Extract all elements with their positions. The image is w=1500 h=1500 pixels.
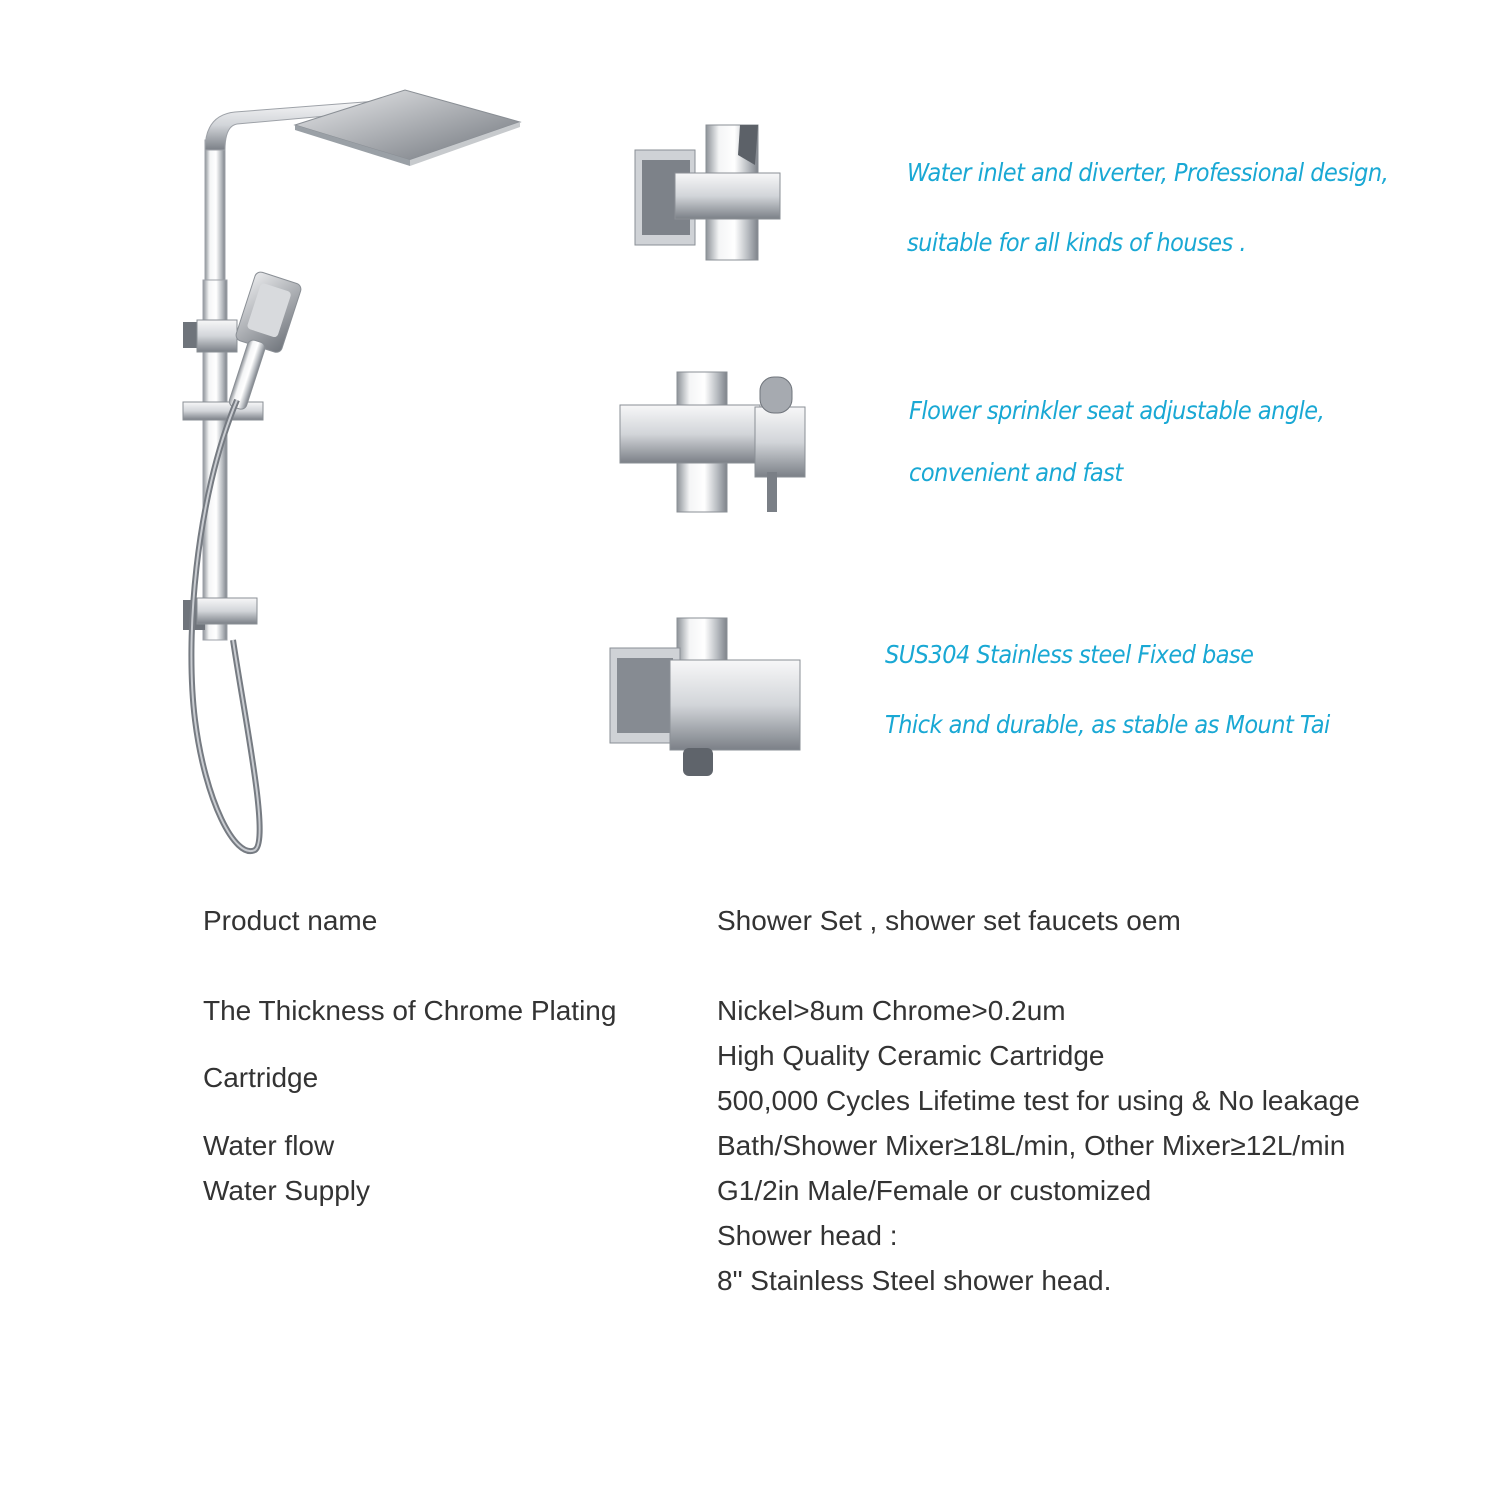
spec-value-product-name: Shower Set , shower set faucets oem <box>717 905 1181 936</box>
feature-1-line-2: suitable for all kinds of houses . <box>907 228 1246 257</box>
spec-value-cartridge-2: 500,000 Cycles Lifetime test for using & No leakage <box>717 1085 1360 1116</box>
shower-set-image <box>175 80 535 870</box>
spec-value-shower-head: 8" Stainless Steel shower head. <box>717 1265 1112 1296</box>
spec-label-cartridge: Cartridge <box>203 1062 319 1093</box>
spec-label-water-flow: Water flow <box>203 1130 335 1161</box>
spec-value-cartridge-1: High Quality Ceramic Cartridge <box>717 1040 1105 1071</box>
spec-label-product-name: Product name <box>203 905 378 936</box>
spec-label-shower-head: Shower head : <box>717 1220 898 1251</box>
feature-1-line-1: Water inlet and diverter, Professional design, <box>907 158 1389 187</box>
feature-2-line-1: Flower sprinkler seat adjustable angle, <box>909 396 1325 425</box>
detail-fixed-base-image <box>605 618 805 778</box>
feature-2-line-2: convenient and fast <box>909 458 1123 487</box>
detail-diverter-image <box>630 125 780 260</box>
spec-label-plating: The Thickness of Chrome Plating <box>203 995 617 1026</box>
spec-value-water-supply: G1/2in Male/Female or customized <box>717 1175 1152 1206</box>
detail-sprinkler-seat-image <box>615 372 810 512</box>
spec-label-water-supply: Water Supply <box>203 1175 371 1206</box>
spec-value-plating: Nickel>8um Chrome>0.2um <box>717 995 1066 1026</box>
feature-3-line-2: Thick and durable, as stable as Mount Tai <box>885 710 1330 739</box>
spec-value-water-flow: Bath/Shower Mixer≥18L/min, Other Mixer≥12L/min <box>717 1130 1346 1161</box>
feature-3-line-1: SUS304 Stainless steel Fixed base <box>885 640 1254 669</box>
